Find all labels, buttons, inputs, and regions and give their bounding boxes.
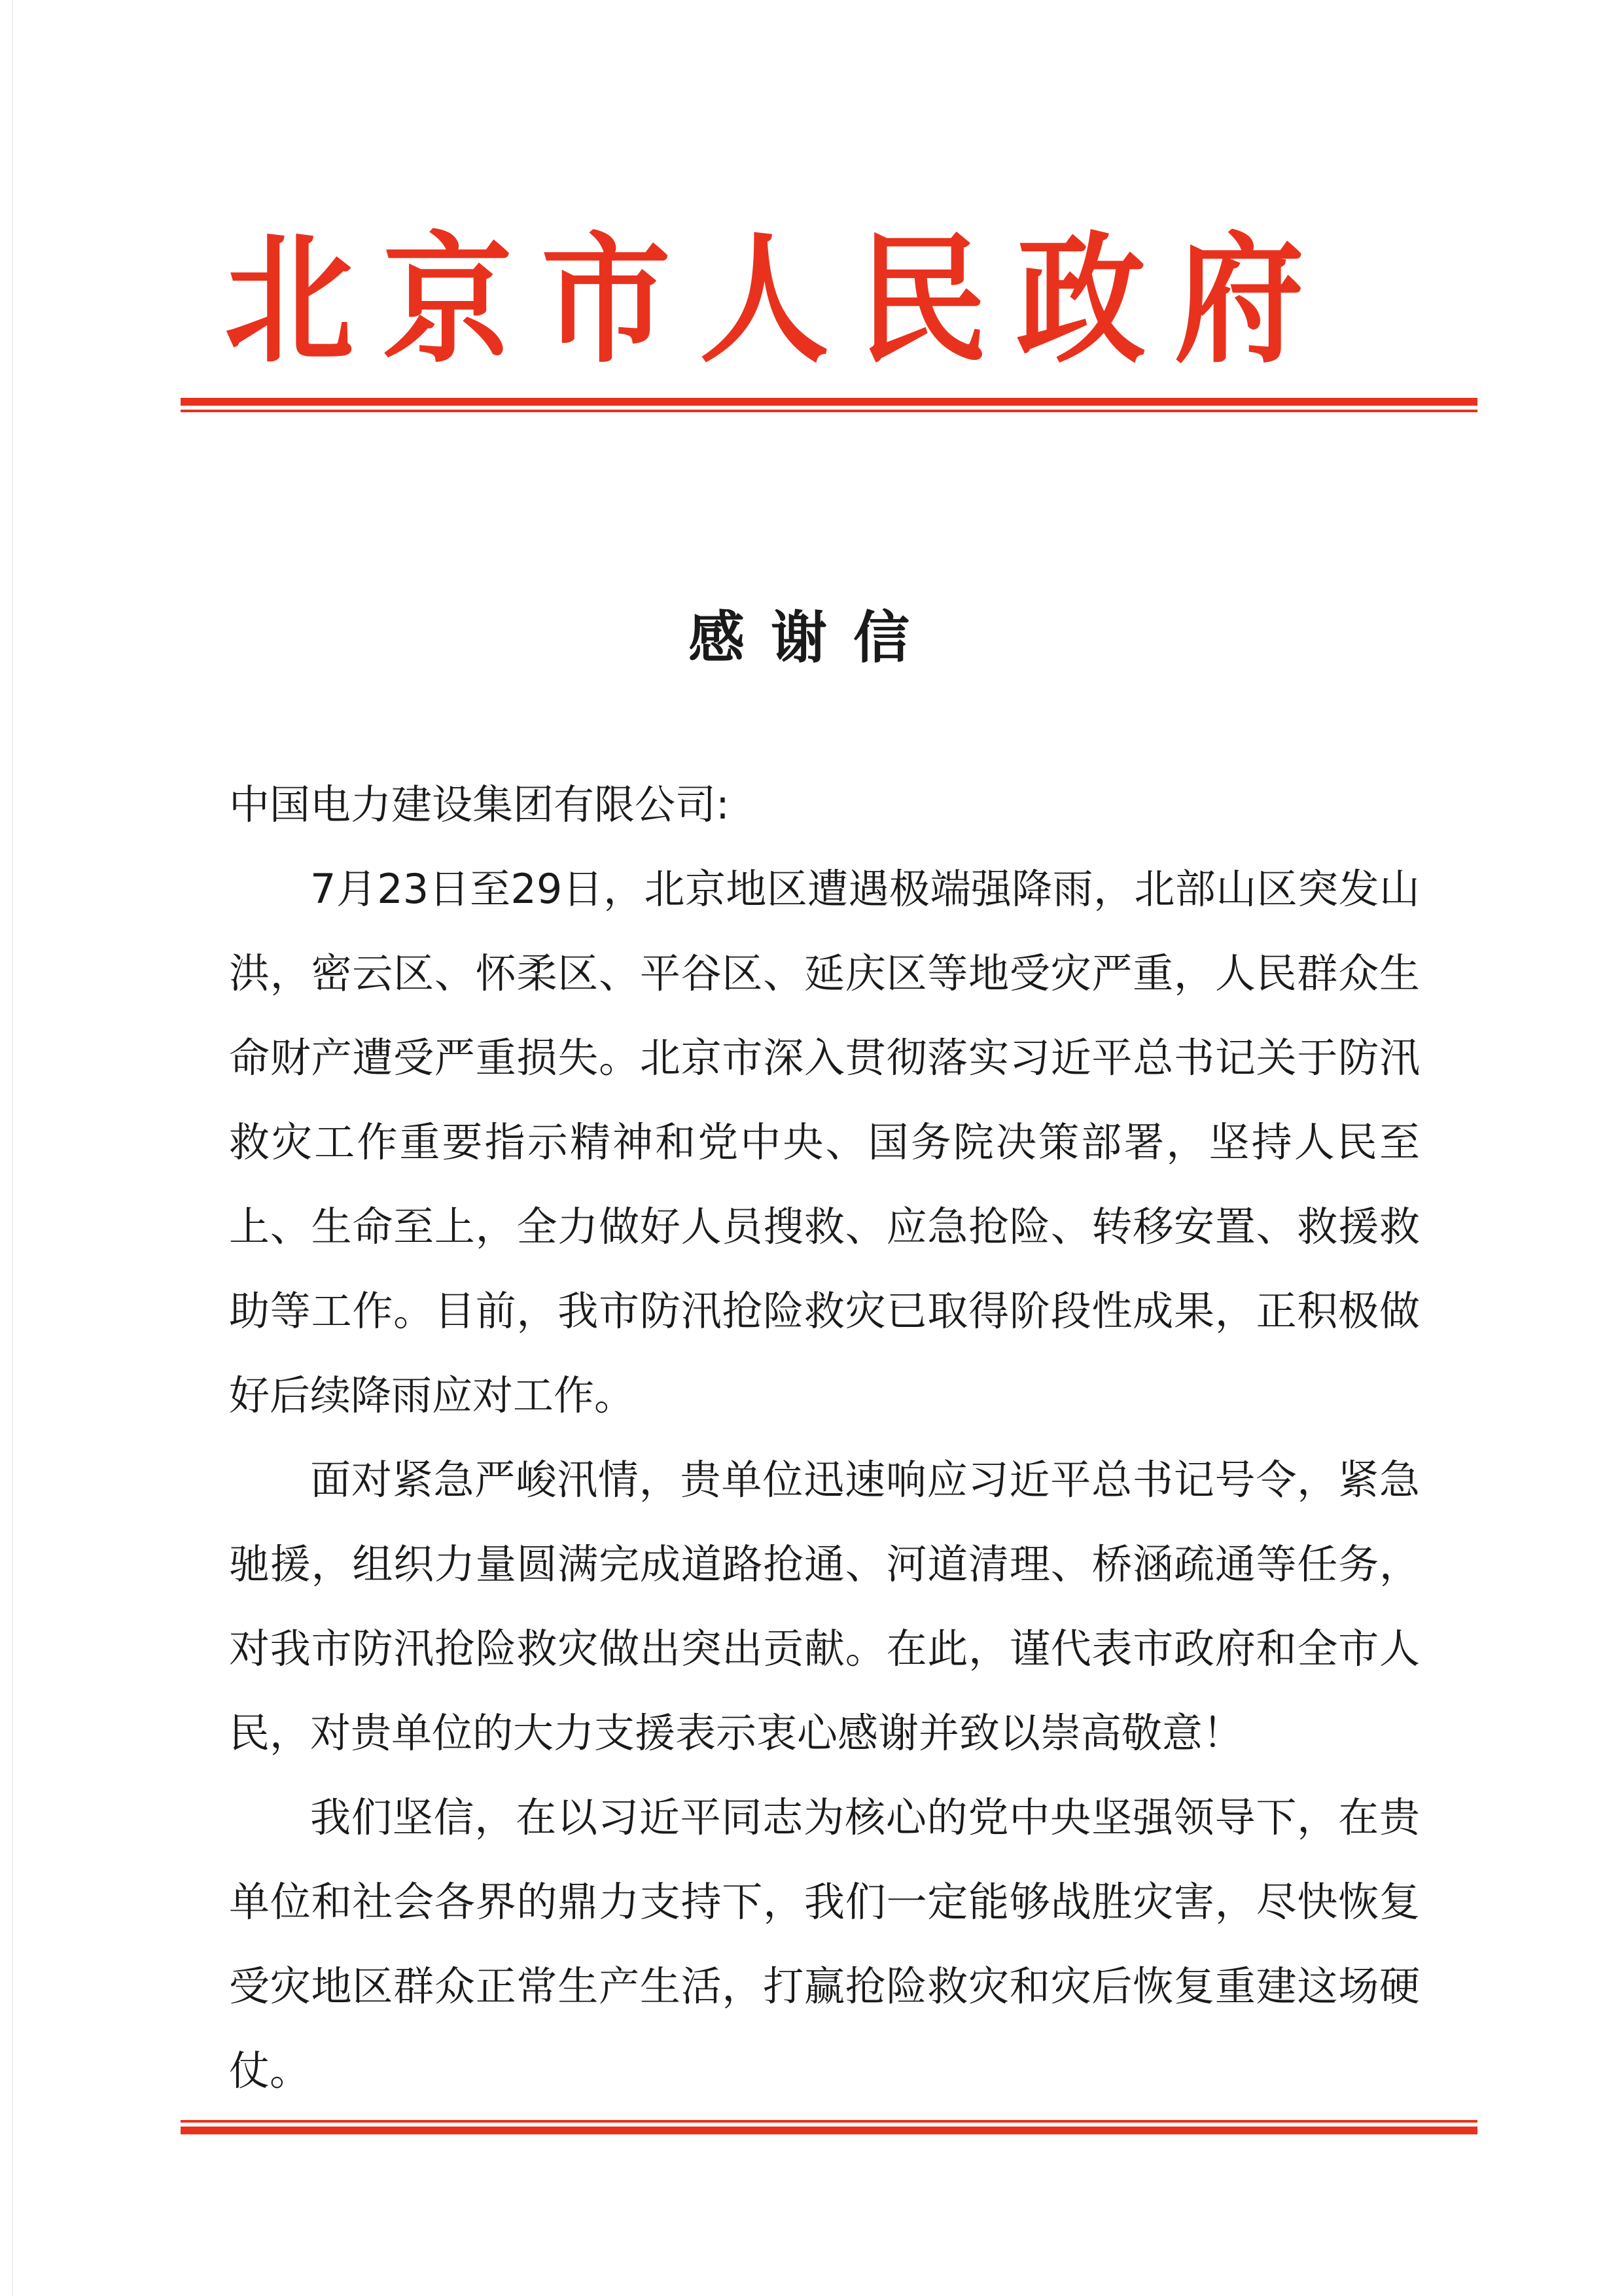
letterhead-title: 北京市人民政府 [224,219,1333,382]
binding-edge [12,0,13,2296]
paragraph-2: 面对紧急严峻汛情，贵单位迅速响应习近平总书记号令，紧急驰援，组织力量圆满完成道路抢通、河道清理、桥涵疏通等任务，对我市防汛抢险救灾做出突出贡献。在此，谨代表市政府和全市人民，对贵单位的大力支援表示衷心感谢并致以崇高敬意！ [229,1456,1420,1757]
paragraph-3: 我们坚信，在以习近平同志为核心的党中央坚强领导下，在贵单位和社会各界的鼎力支持下，我们一定能够战胜灾害，尽快恢复受灾地区群众正常生产生活，打赢抢险救灾和灾后恢复重建这场硬仗。 [229,1793,1420,2094]
footer-red-rule [181,2120,1477,2134]
letter-body [229,762,1420,2113]
red-rule-thick [181,2127,1477,2134]
letter-title: 感谢信 [688,605,936,671]
red-rule-thin [181,410,1477,412]
letterhead-red-rule [181,398,1477,412]
salutation: 中国电力建设集团有限公司: [229,781,730,828]
paragraph-1: 7月23日至29日，北京地区遭遇极端强降雨，北部山区突发山洪，密云区、怀柔区、平谷区、延庆区等地受灾严重，人民群众生命财产遭受严重损失。北京市深入贯彻落实习近平总书记关于防汛救灾工作重要指示精神和党中央、国务院决策部署，坚持人民至上、生命至上，全力做好人员搜救、应急抢险、转移安置、救援救助等工作。目前，我市防汛抢险救灾已取得阶段性成果，正积极做好后续降雨应对工作。 [229,865,1420,1419]
red-rule-thick [181,398,1477,406]
